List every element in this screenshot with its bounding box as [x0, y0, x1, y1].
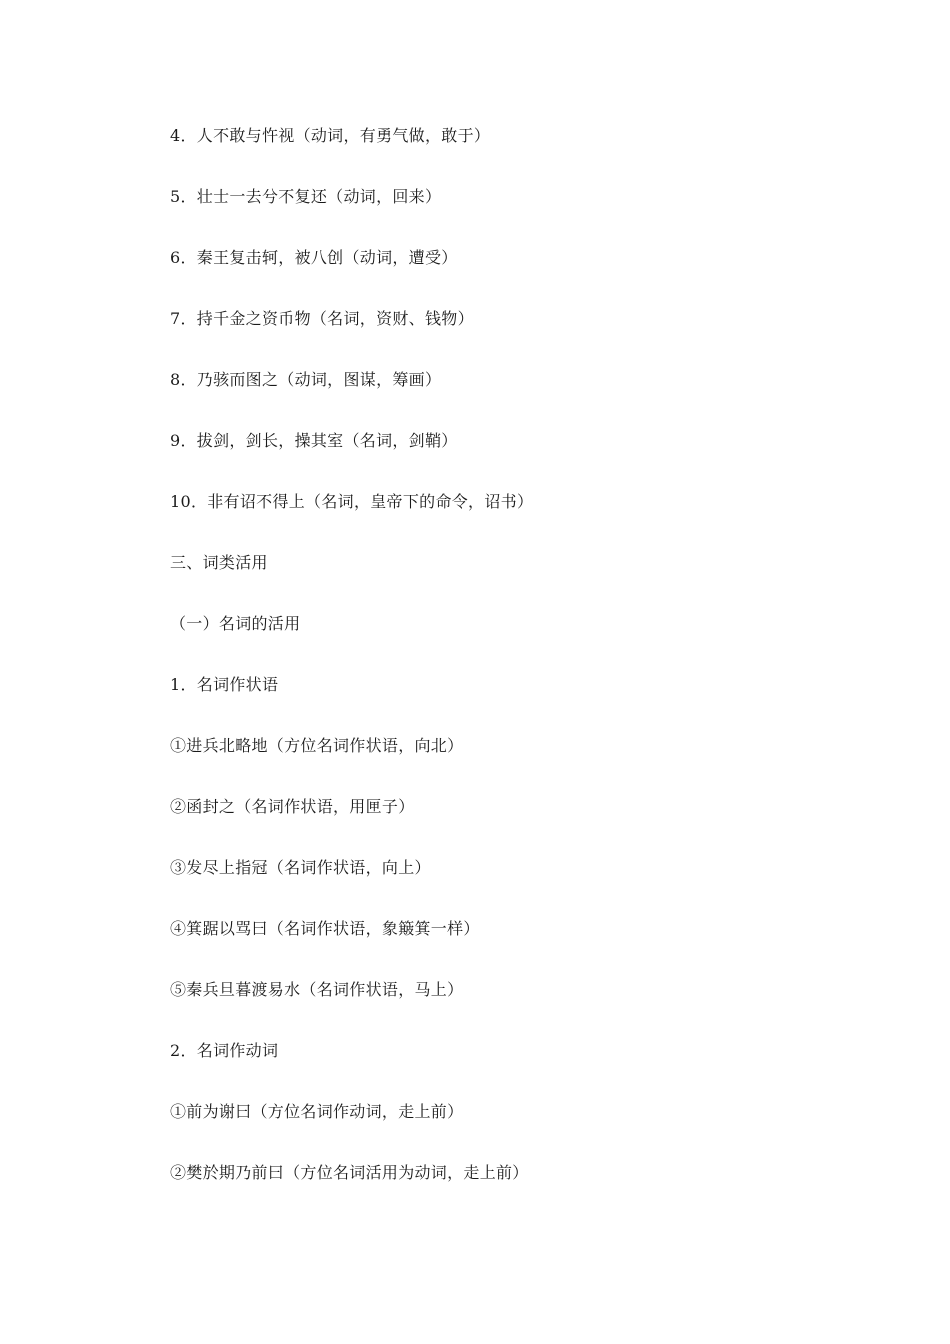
text-line: ②樊於期乃前曰（方位名词活用为动词，走上前）	[170, 1163, 529, 1182]
item-heading: 1．名词作状语	[170, 675, 279, 694]
text-line: ③发尽上指冠（名词作状语，向上）	[170, 858, 431, 877]
subsection-heading: （一）名词的活用	[170, 614, 301, 633]
text-line: 5．壮士一去兮不复还（动词，回来）	[170, 187, 442, 206]
text-line: 9．拔剑，剑长，操其室（名词，剑鞘）	[170, 431, 458, 450]
text-line: ⑤秦兵旦暮渡易水（名词作状语，马上）	[170, 980, 464, 999]
text-line: ①前为谢曰（方位名词作动词，走上前）	[170, 1102, 464, 1121]
text-line: 6．秦王复击轲，被八创（动词，遭受）	[170, 248, 458, 267]
text-line: ②函封之（名词作状语，用匣子）	[170, 797, 415, 816]
text-line: 7．持千金之资币物（名词，资财、钱物）	[170, 309, 474, 328]
text-line: 8．乃骇而图之（动词，图谋，筹画）	[170, 370, 442, 389]
text-line: ④箕踞以骂曰（名词作状语，象簸箕一样）	[170, 919, 480, 938]
item-heading: 2．名词作动词	[170, 1041, 279, 1060]
text-line: 4．人不敢与忤视（动词，有勇气做，敢于）	[170, 126, 491, 145]
section-heading: 三、词类活用	[170, 553, 268, 572]
text-line: 10．非有诏不得上（名词，皇帝下的命令，诏书）	[170, 492, 534, 511]
document-body	[170, 122, 870, 1220]
text-line: ①进兵北略地（方位名词作状语，向北）	[170, 736, 464, 755]
